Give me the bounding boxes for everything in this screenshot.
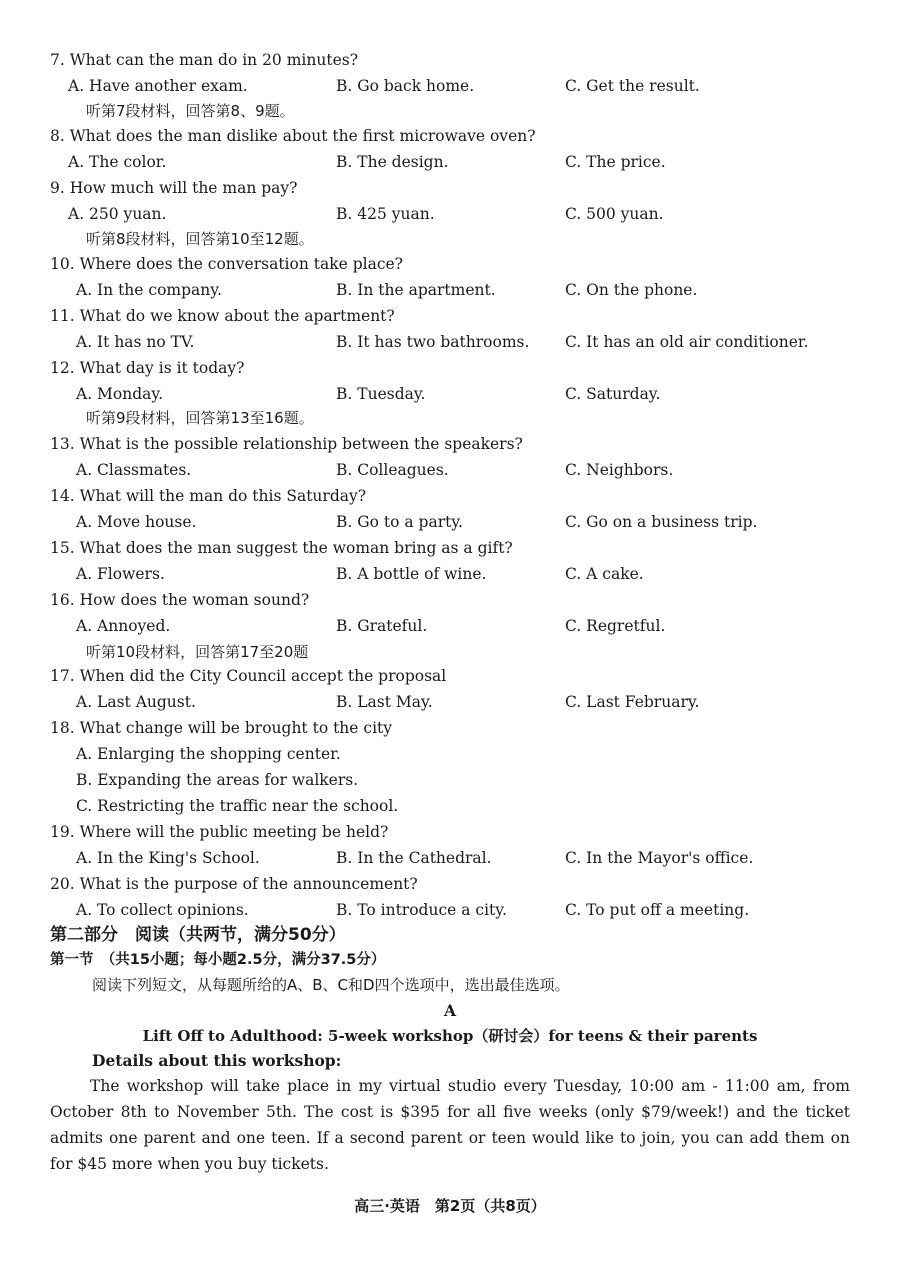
material-instruction: 听第9段材料，回答第13至16题。 (86, 409, 314, 427)
option-a: A. Last August. (76, 693, 196, 711)
option-c: C. Saturday. (565, 385, 661, 403)
option-b: B. Expanding the areas for walkers. (76, 771, 359, 789)
option-c: C. In the Mayor's office. (565, 849, 754, 867)
option-a: A. Monday. (76, 385, 164, 403)
option-b: B. The design. (336, 153, 449, 171)
option-b: B. Go to a party. (336, 513, 463, 531)
option-a: A. It has no TV. (76, 333, 195, 351)
option-b: B. In the Cathedral. (336, 849, 492, 867)
details-heading: Details about this workshop: (92, 1051, 342, 1070)
option-b: B. Grateful. (336, 617, 428, 635)
material-instruction: 听第8段材料，回答第10至12题。 (86, 230, 314, 248)
part-title: 第二部分 阅读（共两节，满分50分） (50, 925, 346, 945)
option-c: C. It has an old air conditioner. (565, 333, 809, 351)
question-stem: 7. What can the man do in 20 minutes? (50, 51, 359, 69)
question-stem: 16. How does the woman sound? (50, 591, 310, 609)
option-b: B. To introduce a city. (336, 901, 507, 919)
option-a: A. Enlarging the shopping center. (76, 745, 341, 763)
option-c: C. Get the result. (565, 77, 700, 95)
option-c: C. 500 yuan. (565, 205, 664, 223)
option-b: B. Go back home. (336, 77, 475, 95)
question-stem: 15. What does the man suggest the woman bring as a gift? (50, 539, 513, 557)
option-b: B. 425 yuan. (336, 205, 435, 223)
option-b: B. A bottle of wine. (336, 565, 487, 583)
passage-label: A (443, 1001, 457, 1020)
option-c: C. To put off a meeting. (565, 901, 750, 919)
option-a: A. Annoyed. (76, 617, 171, 635)
option-b: B. Last May. (336, 693, 433, 711)
question-stem: 8. What does the man dislike about the first microwave oven? (50, 127, 536, 145)
option-a: A. In the King's School. (76, 849, 260, 867)
passage-paragraph: The workshop will take place in my virtual studio every Tuesday, 10:00 am - 11:00 am, from October 8th to November 5th. The cost is $395 for all five weeks (only $79/week!) and the ticket admits one parent and one teen. If a second parent or teen would like to join, you can add them on for $45 more when you buy tickets. (50, 1077, 850, 1173)
option-b: B. It has two bathrooms. (336, 333, 530, 351)
option-c: C. Last February. (565, 693, 700, 711)
option-b: B. In the apartment. (336, 281, 496, 299)
option-a: A. Move house. (76, 513, 197, 531)
question-stem: 10. Where does the conversation take place? (50, 255, 403, 273)
material-instruction: 听第10段材料，回答第17至20题 (86, 643, 309, 661)
material-instruction: 听第7段材料，回答第8、9题。 (86, 102, 295, 120)
option-c: C. Neighbors. (565, 461, 674, 479)
question-stem: 11. What do we know about the apartment? (50, 307, 395, 325)
option-c: C. Regretful. (565, 617, 666, 635)
question-stem: 14. What will the man do this Saturday? (50, 487, 367, 505)
page-footer: 高三·英语 第2页（共8页） (354, 1197, 546, 1215)
option-c: C. On the phone. (565, 281, 698, 299)
option-a: A. The color. (68, 153, 167, 171)
option-a: A. Classmates. (76, 461, 192, 479)
section-heading: 第一节 （共15小题；每小题2.5分，满分37.5分） (50, 952, 386, 968)
option-a: A. 250 yuan. (68, 205, 167, 223)
option-c: C. Restricting the traffic near the school. (76, 797, 399, 815)
question-stem: 20. What is the purpose of the announcement? (50, 875, 418, 893)
question-stem: 9. How much will the man pay? (50, 179, 298, 197)
passage-title: Lift Off to Adulthood: 5-week workshop（研讨会）for teens & their parents (142, 1027, 758, 1045)
option-a: A. In the company. (76, 281, 222, 299)
question-stem: 19. Where will the public meeting be held? (50, 823, 389, 841)
option-a: A. Flowers. (76, 565, 165, 583)
question-stem: 17. When did the City Council accept the proposal (50, 667, 447, 685)
option-b: B. Tuesday. (336, 385, 426, 403)
option-a: A. To collect opinions. (76, 901, 249, 919)
option-c: C. Go on a business trip. (565, 513, 758, 531)
reading-directions: 阅读下列短文，从每题所给的A、B、C和D四个选项中，选出最佳选项。 (92, 976, 570, 994)
question-stem: 18. What change will be brought to the city (50, 719, 393, 737)
option-c: C. A cake. (565, 565, 644, 583)
question-stem: 12. What day is it today? (50, 359, 245, 377)
question-stem: 13. What is the possible relationship between the speakers? (50, 435, 523, 453)
option-b: B. Colleagues. (336, 461, 449, 479)
option-a: A. Have another exam. (68, 77, 248, 95)
option-c: C. The price. (565, 153, 666, 171)
